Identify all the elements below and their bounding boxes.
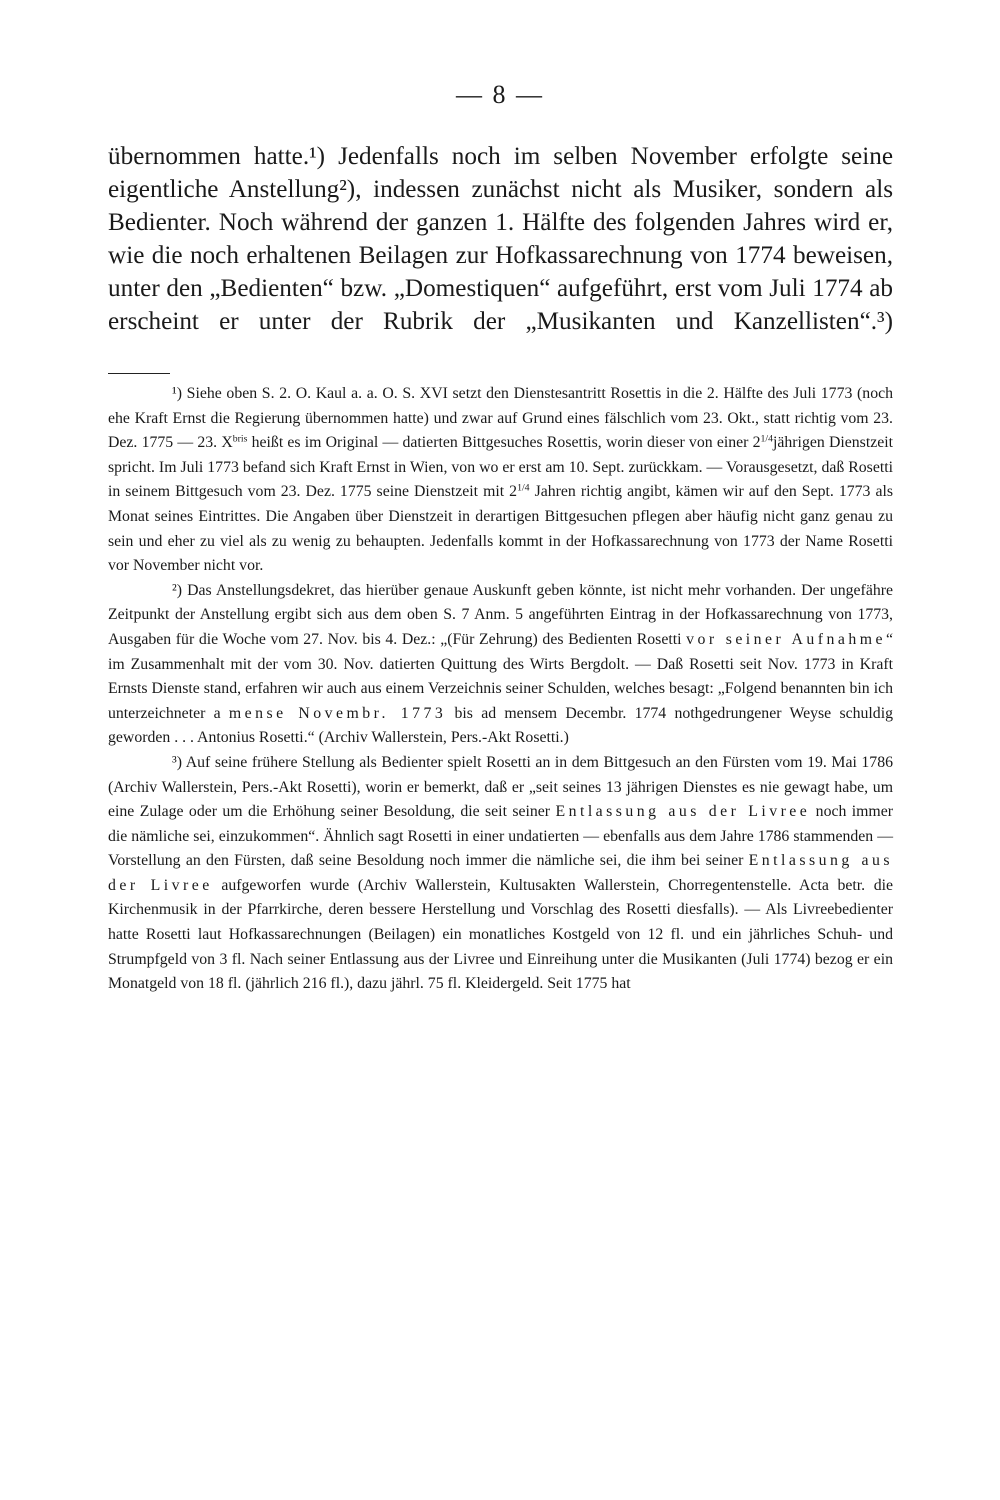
footnote-2: ²) Das Anstellungsdekret, das hierüber genaue Auskunft geben könnte, ist nicht mehr vorhanden. Der ungefähre Zeitpunkt der Anstellung ergibt sich aus dem oben S. 7 Anm. 5 angeführten Eintrag in der Hofkassarechnung von 1773, Ausgaben für die Woche vom 27. Nov. bis 4. Dez.: „(Für Zehrung) des Bedienten Rosetti vor seiner Aufnahme“ im Zusammenhalt mit der vom 30. Nov. datierten Quittung des Wirts Bergdolt. — Daß Rosetti seit Nov. 1773 in Kraft Ernsts Dienste stand, erfahren wir auch aus einem Verzeichnis seiner Schulden, welches besagt: „Folgend benannten bin ich unterzeichneter a mense Novembr. 1773 bis ad mensem Decembr. 1774 nothgedrungener Weyse schuldig geworden . . . Antonius Rosetti.“ (Archiv Wallerstein, Pers.-Akt Rosetti.) [108, 581, 893, 747]
main-paragraph: übernommen hatte.¹) Jedenfalls noch im selben November erfolgte seine eigentliche Anstellung²), indessen zunächst nicht als Musiker, sondern als Bedienter. Noch während der ganzen 1. Hälfte des folgenden Jahres wird er, wie die noch erhaltenen Beilagen zur Hofkassarechnung von 1774 beweisen, unter den „Bedienten“ bzw. „Domestiquen“ aufgeführt, erst vom Juli 1774 ab erscheint er unter der Rubrik der „Musikanten und Kanzellisten“.³) [108, 143, 893, 336]
footnote-3-marker: ³) [172, 753, 182, 771]
spaced-emphasis: mense Novembr. 1773 [228, 704, 447, 722]
footnote-3: ³) Auf seine frühere Stellung als Bedienter spielt Rosetti an in dem Bittgesuch an den Fürsten vom 19. Mai 1786 (Archiv Wallerstein, Pers.-Akt Rosetti), worin er bemerkt, daß er „seit seines 13 jährigen Dienstes es nie gewagt habe, um eine Zulage oder um die Erhöhung seiner Besoldung, die seit seiner Entlassung aus der Livree noch immer die nämliche sei, einzukommen“. Ähnlich sagt Rosetti in einer undatierten — ebenfalls aus dem Jahre 1786 stammenden — Vorstellung an den Fürsten, daß seine Besoldung noch immer die nämliche sei, die ihm bei seiner Entlassung aus der Livree aufgeworfen wurde (Archiv Wallerstein, Kultusakten Wallerstein, Chorregentenstelle. Acta betr. die Kirchenmusik in der Pfarrkirche, deren bessere Herstellung und Vorschlag des Rosetti diesfalls). — Als Livreebedienter hatte Rosetti laut Hofkassarechnungen (Beilagen) ein monatliches Kostgeld von 12 fl. und ein jährliches Schuh- und Strumpfgeld von 3 fl. Nach seiner Entlassung aus der Livree und Einreihung unter die Musikanten (Juli 1774) bezog er ein Monatgeld von 18 fl. (jährlich 216 fl.), dazu jährl. 75 fl. Kleidergeld. Seit 1775 hat [108, 753, 893, 993]
fraction-2: 1/4 [517, 483, 530, 494]
spaced-emphasis: vor seiner Aufnahme [686, 630, 886, 648]
footnote-2-marker: ²) [172, 581, 182, 599]
spaced-emphasis: Entlassung aus der Livree [108, 852, 893, 894]
superscript-bris: bris [232, 433, 248, 445]
footnote-1-marker: ¹) [172, 385, 182, 402]
main-text-block [108, 140, 893, 339]
footnote-separator [108, 373, 170, 374]
footnotes [108, 382, 893, 997]
spaced-emphasis: Entlassung aus der Livree [555, 803, 811, 821]
fraction-1: 1/4 [760, 433, 773, 445]
page-number: — 8 — [456, 80, 544, 109]
footnote-1: ¹) Siehe oben S. 2. O. Kaul a. a. O. S. XVI setzt den Dienstesantritt Rosettis in die 2. Hälfte des Juli 1773 (noch ehe Kraft Ernst die Regierung übernommen hatte) und zwar auf Grund eines fälschlich vom 23. Okt., statt richtig vom 23. Dez. 1775 — 23. $X^{bris}$ heißt es im Original — datierten Bittgesuches Rosettis, worin dieser von einer $2^{1/4}jährigen$ Dienstzeit spricht. Im Juli 1773 befand sich Kraft Ernst in Wien, von wo er erst am 10. Sept. zurückkam. — Vorausgesetzt, daß Rosetti in seinem Bittgesuch vom 23. Dez. 1775 seine Dienstzeit mit $2^{1/4}$ Jahren richtig angibt, kämen wir auf den Sept. 1773 als Monat seines Eintrittes. Die Angaben über Dienstzeit in derartigen Bittgesuchen pflegen aber häufig nicht ganz genau zu sein und eher zu viel als zu wenig zu behaupten. Jedenfalls kommt in der Hofkassarechnung von 1773 der Name Rosetti vor November nicht vor. [108, 385, 894, 575]
